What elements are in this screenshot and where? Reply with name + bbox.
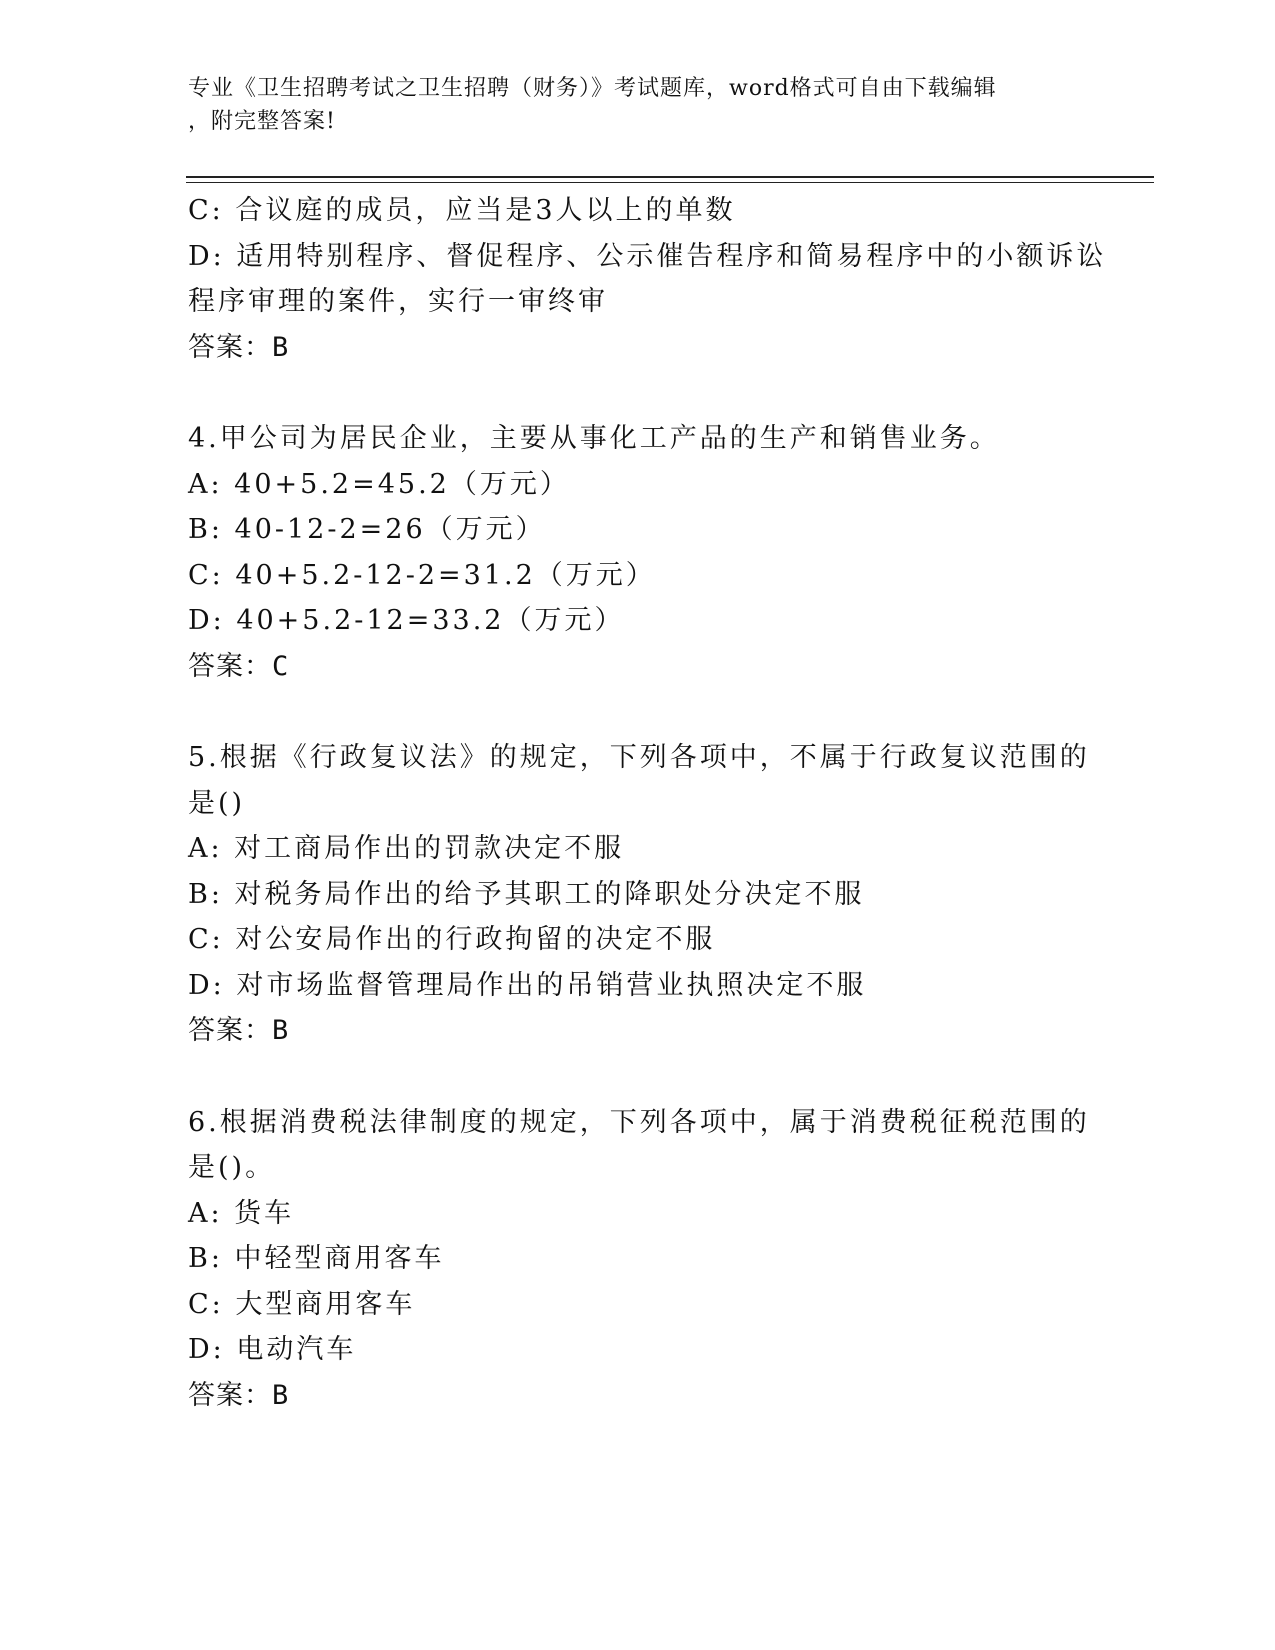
option-c: C: 对公安局作出的行政拘留的决定不服 (188, 924, 716, 955)
option-b: B: 中轻型商用客车 (188, 1243, 445, 1274)
answer-label: 答案： (188, 1379, 272, 1411)
option-c: C: 40+5.2-12-2=31.2（万元） (188, 559, 656, 591)
answer-label: 答案： (188, 650, 272, 682)
option-d-line-1: D: 适用特别程序、督促程序、公示催告程序和简易程序中的小额诉讼 (188, 240, 1107, 272)
answer (188, 1008, 1088, 1054)
question-stem-line-1: 6.根据消费税法律制度的规定，下列各项中，属于消费税征税范围的 (188, 1106, 1090, 1138)
option-a: A: 40+5.2=45.2（万元） (188, 468, 570, 500)
answer (188, 644, 1088, 690)
answer-label: 答案： (188, 331, 272, 363)
question-3-tail (188, 188, 1107, 370)
question-stem-line-1: 5.根据《行政复议法》的规定，下列各项中，不属于行政复议范围的 (188, 742, 1090, 773)
question-stem-line-2: 是()。 (188, 1152, 276, 1183)
answer-value: B (272, 1379, 289, 1411)
question-4 (188, 416, 1088, 689)
option-b: B: 40-12-2=26（万元） (188, 514, 546, 545)
header-divider-thick (186, 176, 1154, 178)
answer (188, 1373, 1088, 1419)
question-5 (188, 735, 1088, 1054)
spacer (188, 370, 1088, 416)
option-c: C: 大型商用客车 (188, 1288, 416, 1320)
question-6 (188, 1100, 1088, 1419)
answer-label: 答案： (188, 1015, 272, 1046)
document-header (188, 72, 1088, 138)
header-line-2: ，附完整答案! (188, 109, 336, 134)
option-a: A: 对工商局作出的罚款决定不服 (188, 833, 625, 864)
option-d: D: 电动汽车 (188, 1334, 357, 1365)
answer-value: B (272, 331, 289, 363)
header-divider-thin (186, 182, 1154, 183)
answer-value: B (272, 1015, 289, 1046)
question-content (188, 188, 1107, 1418)
option-d: D: 40+5.2-12=33.2（万元） (188, 605, 625, 636)
header-line-1: 专业《卫生招聘考试之卫生招聘（财务）》考试题库，word格式可自由下载编辑 (188, 76, 997, 101)
option-b: B: 对税务局作出的给予其职工的降职处分决定不服 (188, 878, 865, 910)
answer-value: C (272, 650, 289, 682)
question-stem-line-2: 是() (188, 787, 246, 819)
option-c: C: 合议庭的成员，应当是3人以上的单数 (188, 195, 736, 226)
option-a: A: 货车 (188, 1197, 295, 1229)
option-d-line-2: 程序审理的案件，实行一审终审 (188, 286, 608, 317)
option-d: D: 对市场监督管理局作出的吊销营业执照决定不服 (188, 969, 867, 1001)
question-stem: 4.甲公司为居民企业，主要从事化工产品的生产和销售业务。 (188, 423, 1000, 454)
spacer (188, 1054, 1088, 1100)
spacer (188, 689, 1088, 735)
answer (188, 325, 1088, 371)
